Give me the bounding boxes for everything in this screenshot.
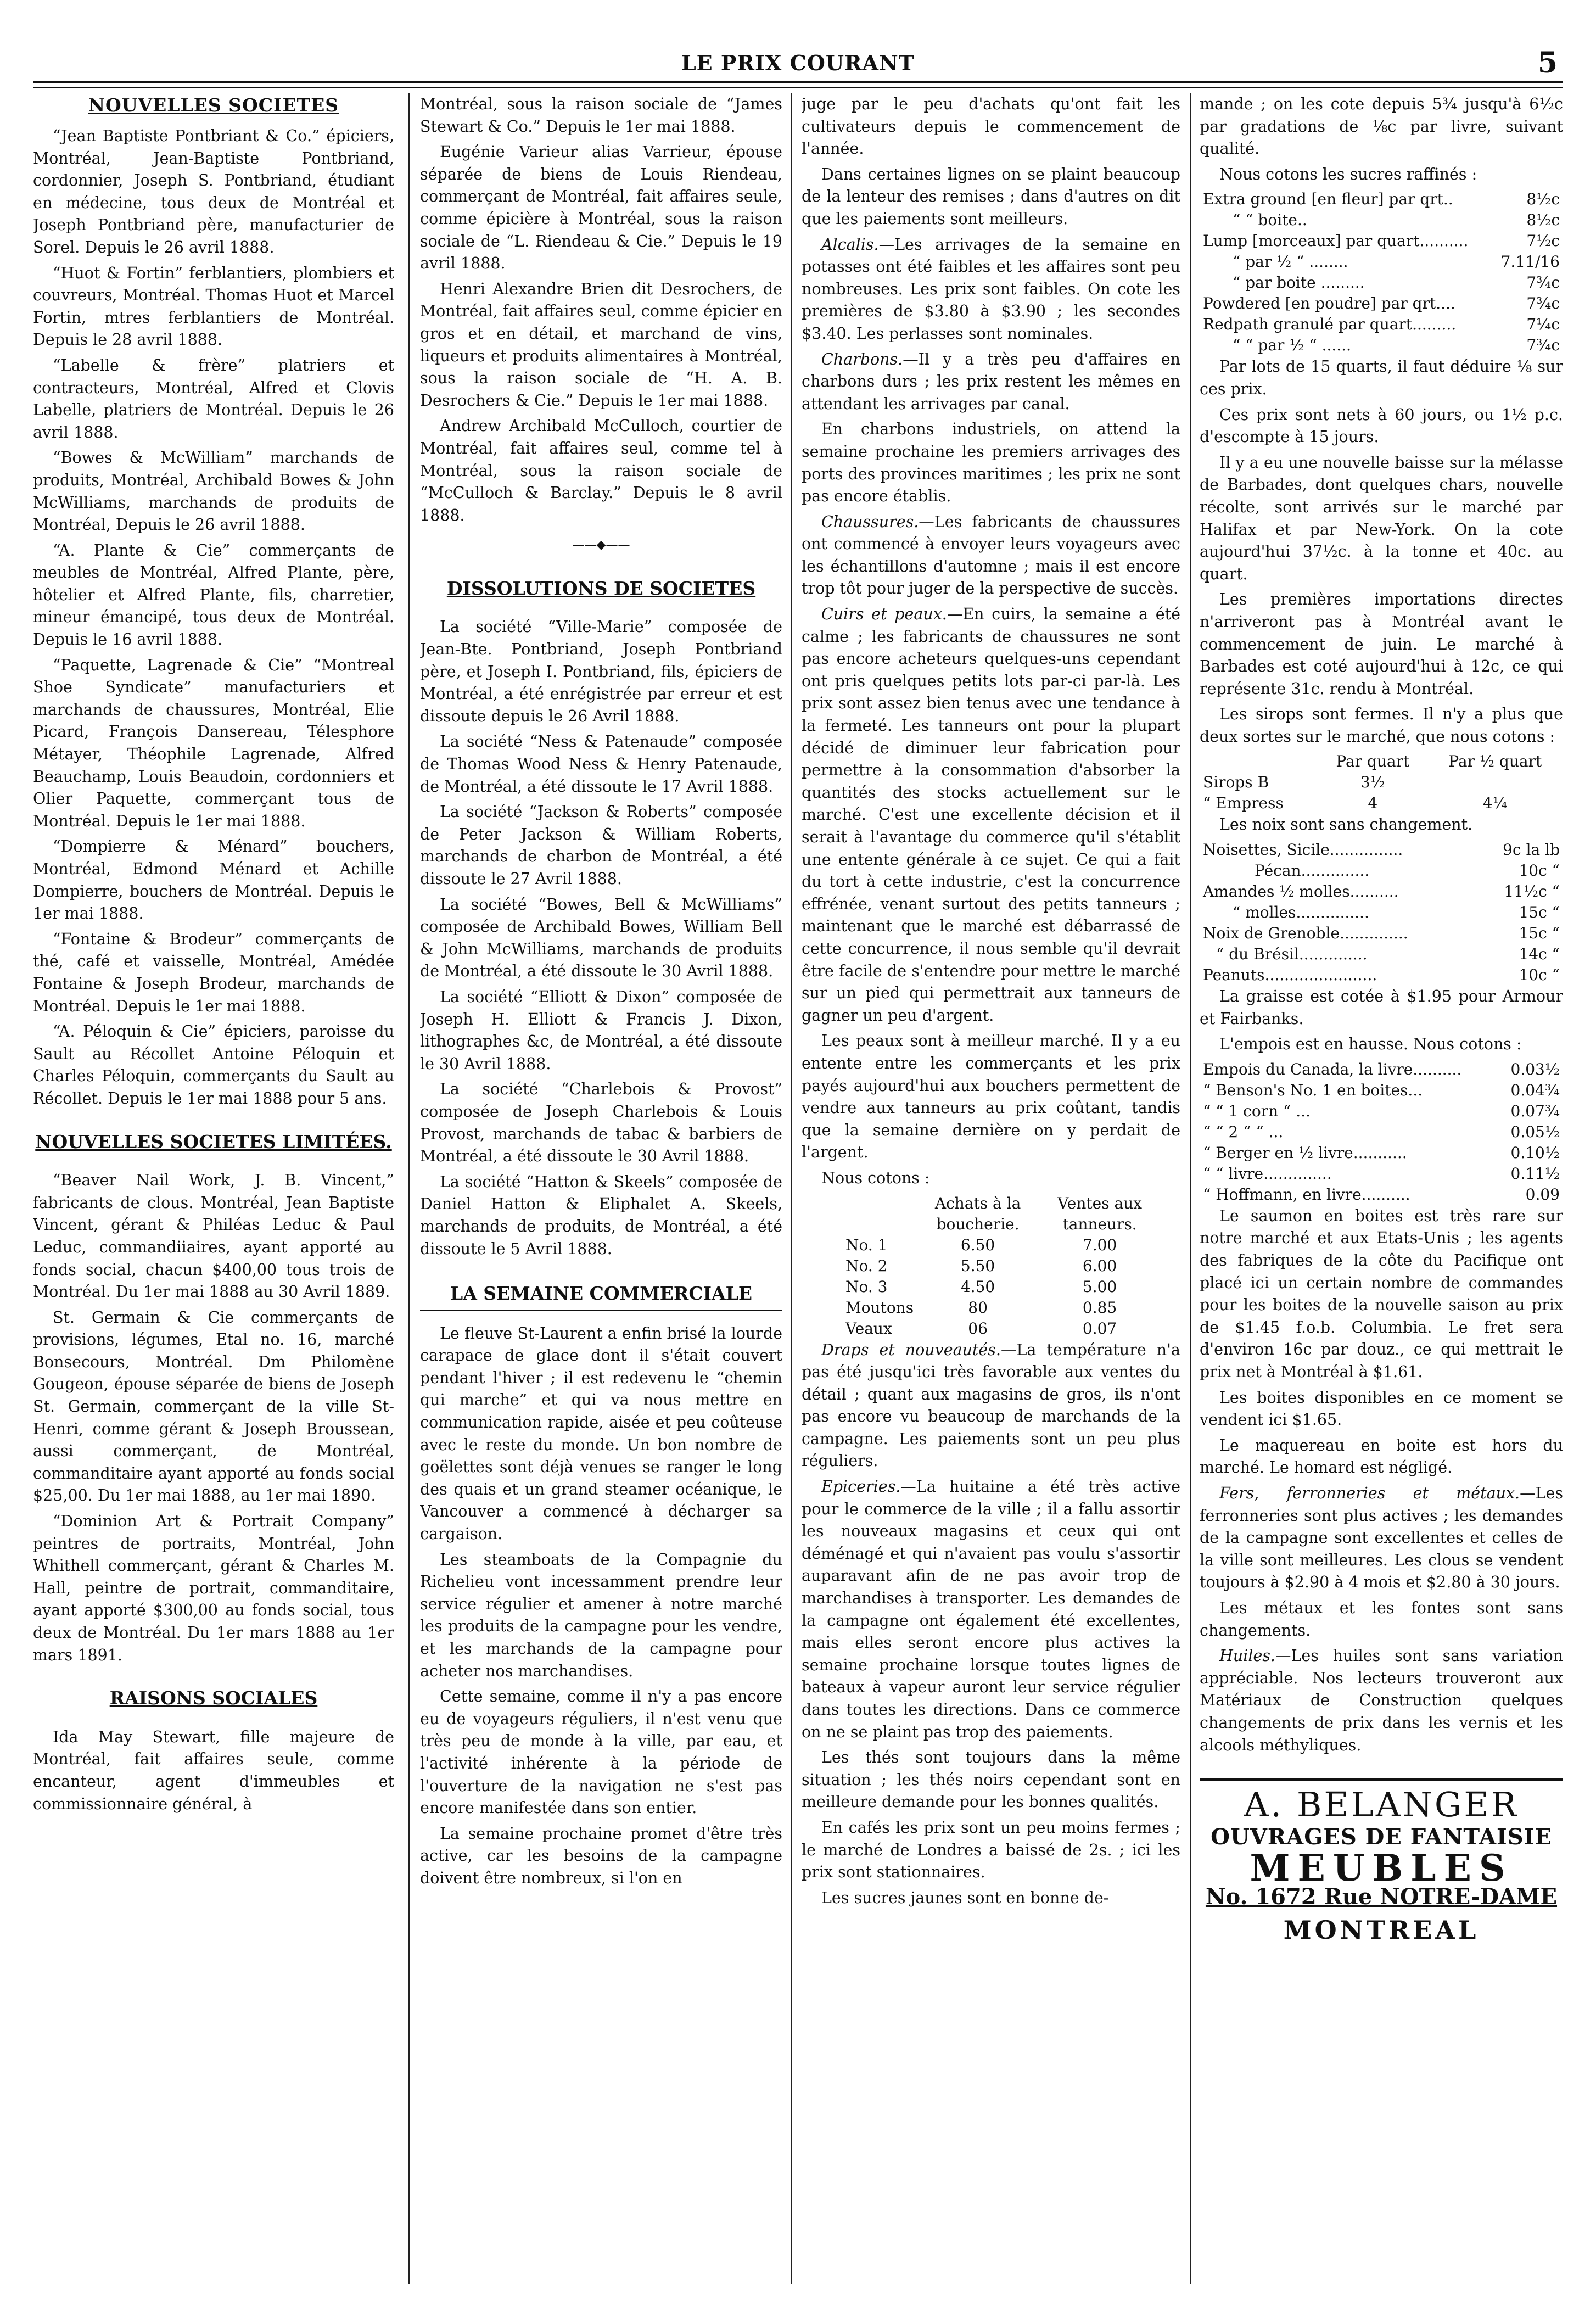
item-name: “ “ par ½ “ ...... <box>1233 336 1351 355</box>
subsection-label: Alcalis. <box>821 235 879 254</box>
cell: 7.00 <box>1082 1235 1117 1254</box>
article-paragraph-fers <box>1200 1483 1563 1594</box>
article-paragraph: mande ; on les cote depuis 5¾ jusqu'à 6½c par gradations de ⅛c par livre, suivant qualité. <box>1200 95 1563 158</box>
row-label: Veaux <box>845 1319 892 1338</box>
column-divider <box>791 93 792 2284</box>
article-paragraph: Ces prix sont nets à 60 jours, ou 1½ p.c. d'escompte à 15 jours. <box>1200 405 1563 446</box>
article-paragraph: Le saumon en boites est très rare sur notre marché et aux Etats-Unis ; les agents des fabriques de la côte du Pacifique ont placé ici un certain nombre de commandes pour les boites de la nouvelle saison au prix de $1.45 f.o.b. Columbia. Le fret sera d'environ 16c par douz., ce qui mettrait le prix net à Montréal à $1.61. <box>1200 1206 1563 1381</box>
item-price: 0.04¾ <box>1510 1081 1560 1099</box>
article-paragraph: La semaine prochaine promet d'être très active, car les besoins de la campagne doivent être nombreux, si l'on en <box>420 1824 782 1887</box>
notice-paragraph: “Dompierre & Ménard” bouchers, Montréal, Edmond Ménard et Achille Dompierre, bouchers de Montréal. Depuis le 1er mai 1888. <box>33 837 394 923</box>
list-item <box>1200 1122 1563 1143</box>
notice-paragraph: “Beaver Nail Work, J. B. Vincent,” fabricants de clous. Montréal, Jean Baptiste Vincent, gérant & Philéas Leduc & Paul Leduc, commandiiaires, ayant apporté au fonds social, chacun $400,00 tous trois de Montréal. Du 1er mai 1888 au 30 Avril 1889. <box>33 1171 394 1301</box>
article-paragraph: Dans certaines lignes on se plaint beaucoup de la lenteur des remises ; dans d'autres on dit que les paiements sont meilleurs. <box>802 165 1180 228</box>
cell: 80 <box>968 1298 988 1317</box>
ad-business-name: A. BELANGER <box>1244 1784 1519 1825</box>
article-paragraph: Les premières importations directes n'arriveront pas à Montréal avant le commencement de juin. Le marché à Barbades est coté aujourd'hui à 12c, ce qui représente 31c. rendu à Montréal. <box>1200 590 1563 698</box>
list-item <box>1200 881 1563 902</box>
list-item <box>1200 1184 1563 1205</box>
column-3 <box>802 93 1180 2284</box>
item-name: Lump [morceaux] par quart.......... <box>1203 232 1469 250</box>
subsection-label: Fers, ferronneries et métaux. <box>1219 1484 1520 1502</box>
column-header: Ventes aux tanneurs. <box>1057 1194 1143 1233</box>
hides-price-table <box>813 1193 1161 1339</box>
item-price: 15c “ <box>1519 903 1560 922</box>
article-paragraph: En charbons industriels, on attend la semaine prochaine les premiers arrivages des ports des provinces maritimes ; les prix ne sont pas encore établis. <box>802 420 1180 506</box>
item-price: 7¾c <box>1526 294 1560 313</box>
notice-paragraph: “Paquette, Lagrenade & Cie” “Montreal Shoe Syndicate” manufacturiers et marchands de chaussures, Montréal, Elie Picard, François Dansereau, Télesphore Métayer, Théophile Lagrenade, Alfred Beauchamp, Louis Beaudoin, cordonniers et Olier Paquette, commerçant tous de Montréal. Depuis le 1er mai 1888. <box>33 656 394 830</box>
masthead <box>33 38 1563 91</box>
table-row <box>813 1297 1161 1318</box>
item-name: “ Berger en ½ livre........... <box>1203 1143 1407 1162</box>
subsection-label: Charbons. <box>821 350 903 368</box>
list-item <box>1200 1143 1563 1163</box>
item-name: “ “ boite.. <box>1233 211 1307 230</box>
masthead-rule <box>33 81 1563 83</box>
subsection-text: —Il y a très peu d'affaires en charbons durs ; les prix restent les mêmes en attendant les arrivages par canal. <box>802 350 1180 413</box>
subsection-text: —Les ferronneries sont plus actives ; les demandes de la campagne sont excellentes et celles de la ville sont meilleures. Les clous se vendent toujours à $2.90 à 4 mois et $2.80 à 30 jours. <box>1200 1484 1563 1592</box>
notice-paragraph: La société “Hatton & Skeels” composée de Daniel Hatton & Eliphalet A. Skeels, marchands de produits, de Montréal, a été dissoute le 5 Avril 1888. <box>420 1172 782 1258</box>
subsection-text: —La température n'a pas été jusqu'ici très favorable aux ventes du détail ; quant aux magasins de gros, ils n'ont pas encore vu beaucoup de marchands de la campagne. Les paiements sont un peu plus réguliers. <box>802 1340 1180 1470</box>
item-price: 0.11½ <box>1510 1164 1560 1183</box>
column-2 <box>420 93 782 2284</box>
ad-line: OUVRAGES DE FANTAISIE <box>1211 1823 1552 1850</box>
item-price: 0.09 <box>1525 1185 1560 1204</box>
row-label: “ Empress <box>1203 794 1284 813</box>
ad-line: MEUBLES <box>1250 1847 1513 1890</box>
nut-price-list <box>1200 840 1563 986</box>
notice-paragraph: “Fontaine & Brodeur” commerçants de thé, café et vaisselle, Montréal, Amédée Fontaine & Joseph Brodeur, marchands de Montréal. Depuis le 1er mai 1888. <box>33 930 394 1015</box>
article-paragraph: juge par le peu d'achats qu'ont fait les cultivateurs depuis le commencement de l'année. <box>802 95 1180 158</box>
subsection-label: Cuirs et peaux. <box>821 605 947 624</box>
sugar-price-list <box>1200 189 1563 356</box>
item-name: “ par boite ......... <box>1233 273 1365 292</box>
list-item <box>1200 314 1563 335</box>
table-row <box>813 1256 1161 1277</box>
advertisement-belanger <box>1200 1778 1563 1945</box>
notice-paragraph: “Jean Baptiste Pontbriant & Co.” épiciers, Montréal, Jean-Baptiste Pontbriand, cordonnier, Joseph S. Pontbriand, étudiant en médecine, tous deux de Montréal et Joseph Pontbriand père, manufacturier de Sorel. Depuis le 26 avril 1888. <box>33 127 394 256</box>
subsection-text: —En cuirs, la semaine a été calme ; les fabricants de chaussures ne sont pas encore acheteurs quelques-uns cependant ont pris quelques petits lots par-ci par-là. Les prix sont assez bien tenus avec une tendance à la fermeté. Les tanneurs ont pour la plupart décidé de diminuer leur fabrication pour permettre à la consommation d'absorber la quantités des stocks actuellement sur le marché. C'est une excellente décision et il serait à l'avantage du commerce qu'il s'établit une entente générale à ce sujet. Ce qui a fait du tort à cette industrie, c'est la concurrence effrénée, venant surtout des petits tanneurs ; maintenant que le marché est débarrassé de cette concurrence, il nous semble qu'il devrait être facile de s'entendre pour mettre le marché sur un pied qui permettrait aux tanneurs de gagner un peu d'argent. <box>802 605 1180 1025</box>
table-header-row <box>1200 751 1563 772</box>
item-price: 7¾c <box>1526 336 1560 355</box>
article-paragraph-draps <box>802 1339 1180 1473</box>
cell: 0.85 <box>1082 1298 1117 1317</box>
row-label: Moutons <box>845 1298 914 1317</box>
ad-city: MONTREAL <box>1283 1915 1480 1945</box>
item-price: 8½c <box>1526 211 1560 230</box>
list-item <box>1200 1101 1563 1122</box>
article-paragraph: Le fleuve St-Laurent a enfin brisé la lourde carapace de glace dont il s'était couvert pendant l'hiver ; il est redevenu le “chemin qui marche” et qui va nous mettre en communication rapide, aisée et peu coûteuse avec le reste du monde. Un bon nombre de goëlettes sont déjà venues se ranger le long des quais et un grand steamer océanique, le Vancouver a commencé à décharger sa cargaison. <box>420 1324 782 1543</box>
item-price: 0.07¾ <box>1510 1101 1560 1120</box>
list-item <box>1200 231 1563 251</box>
article-paragraph: Les boites disponibles en ce moment se vendent ici $1.65. <box>1200 1388 1563 1429</box>
list-item <box>1200 923 1563 944</box>
subsection-text: —Les fabricants de chaussures ont commencé à envoyer leurs voyageurs avec les échantillons d'automne ; mais il est encore trop tôt pour juger de la perspective de succès. <box>802 512 1180 598</box>
list-item <box>1200 944 1563 965</box>
item-price: 10c “ <box>1519 861 1560 880</box>
notice-paragraph: “Labelle & frère” platriers et contracteurs, Montréal, Alfred et Clovis Labelle, platriers de Montréal. Depuis le 26 avril 1888. <box>33 356 394 441</box>
item-name: Noisettes, Sicile............... <box>1203 841 1403 859</box>
article-paragraph-alcalis <box>802 234 1180 345</box>
article-paragraph-chaussures <box>802 511 1180 600</box>
section-heading-nouvelles-societes: NOUVELLES SOCIETES <box>88 94 339 116</box>
table-row <box>1200 772 1563 793</box>
item-name: Extra ground [en fleur] par qrt.. <box>1203 190 1453 209</box>
list-item <box>1200 840 1563 860</box>
item-price: 14c “ <box>1519 945 1560 964</box>
cell: 6.00 <box>1082 1256 1117 1275</box>
notice-paragraph: La société “Charlebois & Provost” composée de Joseph Charlebois & Louis Provost, marchands de tabac & barbiers de Montréal, a été dissoute le 30 Avril 1888. <box>420 1080 782 1166</box>
item-name: “ “ 1 corn “ ... <box>1203 1101 1311 1120</box>
table-row <box>813 1318 1161 1339</box>
ad-address: No. 1672 Rue NOTRE-DAME <box>1205 1883 1558 1910</box>
item-name: “ du Brésil.............. <box>1216 945 1368 964</box>
item-name: “ “ livre.............. <box>1203 1164 1332 1183</box>
item-name: Pécan.............. <box>1255 861 1370 880</box>
item-price: 0.05½ <box>1510 1122 1560 1141</box>
cell: 4.50 <box>960 1277 995 1296</box>
list-item <box>1200 902 1563 923</box>
article-paragraph: Nous cotons les sucres raffinés : <box>1219 165 1477 183</box>
starch-price-list <box>1200 1059 1563 1205</box>
item-price: 7¾c <box>1526 273 1560 292</box>
list-item <box>1200 1059 1563 1080</box>
notice-paragraph: “Huot & Fortin” ferblantiers, plombiers et couvreurs, Montréal. Thomas Huot et Marcel Fortin, mtres ferblantiers de Montréal. Depuis le 28 avril 1888. <box>33 264 394 349</box>
list-item <box>1200 293 1563 314</box>
article-paragraph-epiceries <box>802 1476 1180 1743</box>
item-name: Amandes ½ molles.......... <box>1203 882 1399 901</box>
column-4 <box>1200 93 1563 2284</box>
item-price: 8½c <box>1526 190 1560 209</box>
notice-paragraph: Eugénie Varieur alias Varrieur, épouse séparée de biens de Louis Riendeau, commerçant de Montréal, fait affaires seule, comme épicière à Montréal, sous la raison sociale de “L. Riendeau & Cie.” Depuis le 19 avril 1888. <box>420 143 782 273</box>
list-item <box>1200 335 1563 356</box>
table-row <box>813 1235 1161 1256</box>
item-name: Noix de Grenoble.............. <box>1203 924 1408 943</box>
cell: 0.07 <box>1082 1319 1117 1338</box>
column-header: Par quart <box>1336 752 1410 771</box>
subsection-text: —Les huiles sont sans variation appréciable. Nos lecteurs trouveront aux Matériaux de Construction quelques changements de prix dans les vernis et les alcools méthyliques. <box>1200 1647 1563 1754</box>
article-paragraph-charbons <box>802 349 1180 416</box>
notice-paragraph: Henri Alexandre Brien dit Desrochers, de Montréal, fait affaires seul, comme épicier en gros et en détail, et marchand de vins, liqueurs et produits alimentaires à Montréal, sous la raison sociale de “H. A. B. Desrochers & Cie.” Depuis le 1er mai 1888. <box>420 279 782 410</box>
article-paragraph: Cette semaine, comme il n'y a pas encore eu de voyageurs réguliers, il n'est venu que très peu de monde à la ville, par eau, et l'activité inhérente à la période de l'ouverture de la navigation ne s'est pas encore manifestée dans son entier. <box>420 1687 782 1817</box>
row-label: No. 2 <box>845 1256 888 1275</box>
item-price: 7¼c <box>1526 315 1560 334</box>
list-item <box>1200 860 1563 881</box>
item-price: 11½c “ <box>1504 882 1560 901</box>
list-item <box>1200 965 1563 986</box>
newspaper-page <box>33 33 1563 2290</box>
article-paragraph: Nous cotons : <box>821 1168 930 1187</box>
article-paragraph-huiles <box>1200 1645 1563 1756</box>
notice-paragraph: “Bowes & McWilliam” marchands de produits, Montréal, Archibald Bowes & John McWilliams, marchands de produits de Montréal, Depuis le 26 avril 1888. <box>33 449 394 534</box>
subsection-text: —Les arrivages de la semaine en potasses ont été faibles et les affaires sont peu nombreuses. Les prix sont faibles. On cote les premières de $3.80 à $3.90 ; les secondes $3.40. Les perlasses sont nominales. <box>802 235 1180 343</box>
item-price: 7½c <box>1526 232 1560 250</box>
section-heading-dissolutions: DISSOLUTIONS DE SOCIETES <box>446 577 756 599</box>
item-price: 9c la lb <box>1503 841 1560 859</box>
article-paragraph: En cafés les prix sont un peu moins fermes ; le marché de Londres a baissé de 2s. ; ici les prix sont stationnaires. <box>802 1818 1180 1882</box>
row-label: Sirops B <box>1203 773 1269 792</box>
item-name: “ Hoffmann, en livre.......... <box>1203 1185 1410 1204</box>
item-name: Redpath granulé par quart......... <box>1203 315 1457 334</box>
item-name: “ par ½ “ ........ <box>1233 253 1348 271</box>
column-divider <box>1190 93 1191 2284</box>
column-header: Par ½ quart <box>1448 752 1542 771</box>
item-name: Powdered [en poudre] par qrt.... <box>1203 294 1455 313</box>
article-paragraph: Il y a eu une nouvelle baisse sur la mélasse de Barbades, dont quelques chars, nouvelle récolte, sont arrivés sur le marché par Halifax et par New-York. On la cote aujourd'hui 37½c. à la tonne et 40c. au quart. <box>1200 453 1563 583</box>
item-price: 10c “ <box>1519 966 1560 984</box>
table-header-row <box>813 1193 1161 1235</box>
item-price: 7.11/16 <box>1500 253 1560 271</box>
article-paragraph: Les peaux sont à meilleur marché. Il y a eu entente entre les commerçants et les prix payés aujourd'hui aux bouchers permettent de vendre aux tanneurs au prix coûtant, tandis que la semaine dernière on y perdait de l'argent. <box>802 1032 1180 1162</box>
item-name: “ “ 2 “ “ ... <box>1203 1122 1284 1141</box>
column-header: Achats à la boucherie. <box>934 1194 1021 1233</box>
table-row <box>1200 793 1563 814</box>
section-heading-raisons-sociales: RAISONS SOCIALES <box>109 1687 318 1709</box>
cell: 4 <box>1368 794 1378 813</box>
notice-paragraph: Montréal, sous la raison sociale de “James Stewart & Co.” Depuis le 1er mai 1888. <box>420 95 782 136</box>
notice-paragraph: “A. Plante & Cie” commerçants de meubles de Montréal, Alfred Plante, père, hôtelier et Alfred Plante, fils, charretier, mineur émancipé, tous deux de Montréal. Depuis le 16 avril 1888. <box>33 541 394 649</box>
list-item <box>1200 251 1563 272</box>
notice-paragraph: St. Germain & Cie commerçants de provisions, légumes, Etal no. 16, marché Bonsecours, Montréal. Dm Philomène Gougeon, épouse séparée de biens de Joseph St. Germain, commerçant de la ville St-Henri, comme gérant & Joseph Broussean, aussi commerçant, de Montréal, commanditaire ayant apporté au fonds social $25,00. Du 1er mai 1888, au 1er mai 1890. <box>33 1308 394 1505</box>
article-paragraph: Les sucres jaunes sont en bonne de- <box>821 1888 1109 1907</box>
notice-paragraph: “A. Péloquin & Cie” épiciers, paroisse du Sault au Récollet Antoine Péloquin et Charles Péloquin, commerçants du Sault au Récollet. Depuis le 1er mai 1888 pour 5 ans. <box>33 1022 394 1107</box>
notice-paragraph: La société “Jackson & Roberts” composée de Peter Jackson & William Roberts, marchands de charbon de Montréal, a été dissoute le 27 Avril 1888. <box>420 803 782 888</box>
page-number: 5 <box>1537 46 1558 80</box>
column-1 <box>33 93 394 2284</box>
article-paragraph: Par lots de 15 quarts, il faut déduire ⅛ sur ces prix. <box>1200 357 1563 398</box>
article-paragraph: L'empois est en hausse. Nous cotons : <box>1219 1035 1522 1054</box>
cell: 06 <box>968 1319 988 1338</box>
item-price: 0.03½ <box>1510 1060 1560 1078</box>
article-paragraph: Les steamboats de la Compagnie du Richelieu vont incessamment prendre leur service régulier et amener à notre marché les produits de la campagne pour les vendre, et les marchands de la campagne pour acheter nos marchandises. <box>420 1550 782 1680</box>
cell <box>1427 772 1563 793</box>
item-price: 0.10½ <box>1510 1143 1560 1162</box>
subsection-label: Huiles. <box>1219 1647 1275 1665</box>
notice-paragraph: Ida May Stewart, fille majeure de Montréal, fait affaires seule, comme encanteur, agent d'immeubles et commissionnaire général, à <box>33 1727 394 1813</box>
article-paragraph: Les sirops sont fermes. Il n'y a plus que deux sortes sur le marché, que nous cotons : <box>1200 705 1563 746</box>
newspaper-title: LE PRIX COURANT <box>681 51 915 75</box>
notice-paragraph: La société “Ness & Patenaude” composée de Thomas Wood Ness & Henry Patenaude, de Montréal, a été dissoute le 17 Avril 1888. <box>420 732 782 796</box>
article-paragraph: La graisse est cotée à $1.95 pour Armour et Fairbanks. <box>1200 987 1563 1028</box>
syrup-price-table <box>1200 751 1563 814</box>
article-paragraph: Les thés sont toujours dans la même situation ; les thés noirs cependant sont en meilleure demande pour les bonnes qualités. <box>802 1748 1180 1811</box>
section-heading-semaine-commerciale: LA SEMAINE COMMERCIALE <box>420 1277 782 1311</box>
row-label: No. 1 <box>845 1235 888 1254</box>
item-name: Peanuts....................... <box>1203 966 1377 984</box>
notice-paragraph: La société “Bowes, Bell & McWilliams” composée de Archibald Bowes, William Bell & John McWilliams, marchands de produits de Montréal, a été dissoute le 30 Avril 1888. <box>420 895 782 981</box>
list-item <box>1200 1080 1563 1101</box>
article-paragraph-cuirs <box>802 603 1180 1027</box>
list-item <box>1200 210 1563 231</box>
item-price: 15c “ <box>1519 924 1560 943</box>
notice-paragraph: La société “Elliott & Dixon” composée de Joseph H. Elliott & Francis J. Dixon, lithographes &c, de Montréal, a été dissoute le 30 Avril 1888. <box>420 987 782 1073</box>
cell: 3½ <box>1360 773 1385 792</box>
item-name: “ Benson's No. 1 en boites... <box>1203 1081 1423 1099</box>
notice-paragraph: La société “Ville-Marie” composée de Jean-Bte. Pontbriand, Joseph Pontbriand père, et Joseph I. Pontbriand, fils, épiciers de Montréal, a été enrégistrée par erreur et est dissoute depuis le 26 Avril 1888. <box>420 618 782 725</box>
article-paragraph: Le maquereau en boite est hors du marché. Le homard est négligé. <box>1200 1436 1563 1477</box>
list-item <box>1200 189 1563 210</box>
separator-ornament: ——◆—— <box>572 538 630 552</box>
masthead-rule <box>33 87 1563 88</box>
cell: 5.50 <box>960 1256 995 1275</box>
row-label: No. 3 <box>845 1277 888 1296</box>
notice-paragraph: Andrew Archibald McCulloch, courtier de Montréal, fait affaires seul, comme tel à Montréal, sous la raison sociale de “McCulloch & Barclay.” Depuis le 8 avril 1888. <box>420 417 782 524</box>
cell: 4¼ <box>1482 794 1508 813</box>
cell: 5.00 <box>1082 1277 1117 1296</box>
list-item <box>1200 1163 1563 1184</box>
subsection-label: Draps et nouveautés. <box>821 1340 1001 1359</box>
article-paragraph: Les noix sont sans changement. <box>1219 815 1473 834</box>
subsection-text: —La huitaine a été très active pour le commerce de la ville ; il a fallu assortir les nouveaux magasins et ceux qui ont déménagé et qui n'avaient pas voulu s'assortir auparavant afin de ne pas avoir trop de marchandises à transporter. Les demandes de la campagne ont également été excellentes, mais elles seront encore plus actives la semaine prochaine lorsque toutes lignes de bateaux à vapeur auront leur service régulier dans toutes les directions. Dans ce commerce on ne se plaint pas trop des paiements. <box>802 1478 1180 1741</box>
subsection-label: Epiceries. <box>821 1478 901 1496</box>
cell: 6.50 <box>960 1235 995 1254</box>
article-paragraph: Les métaux et les fontes sont sans changements. <box>1200 1598 1563 1640</box>
table-row <box>813 1277 1161 1297</box>
item-name: “ molles............... <box>1233 903 1369 922</box>
notice-paragraph: “Dominion Art & Portrait Company” peintres de portraits, Montréal, John Whithell commerçant, gérant & Charles M. Hall, peintre de portrait, commanditaire, ayant apporté $300,00 au fonds social, tous deux de Montréal. Du 1er mars 1888 au 1er mars 1891. <box>33 1512 394 1664</box>
item-name: Empois du Canada, la livre.......... <box>1203 1060 1462 1078</box>
list-item <box>1200 272 1563 293</box>
subsection-label: Chaussures. <box>821 512 919 531</box>
section-heading-societes-limitees: NOUVELLES SOCIETES LIMITÉES. <box>35 1131 392 1153</box>
column-divider <box>408 93 410 2284</box>
